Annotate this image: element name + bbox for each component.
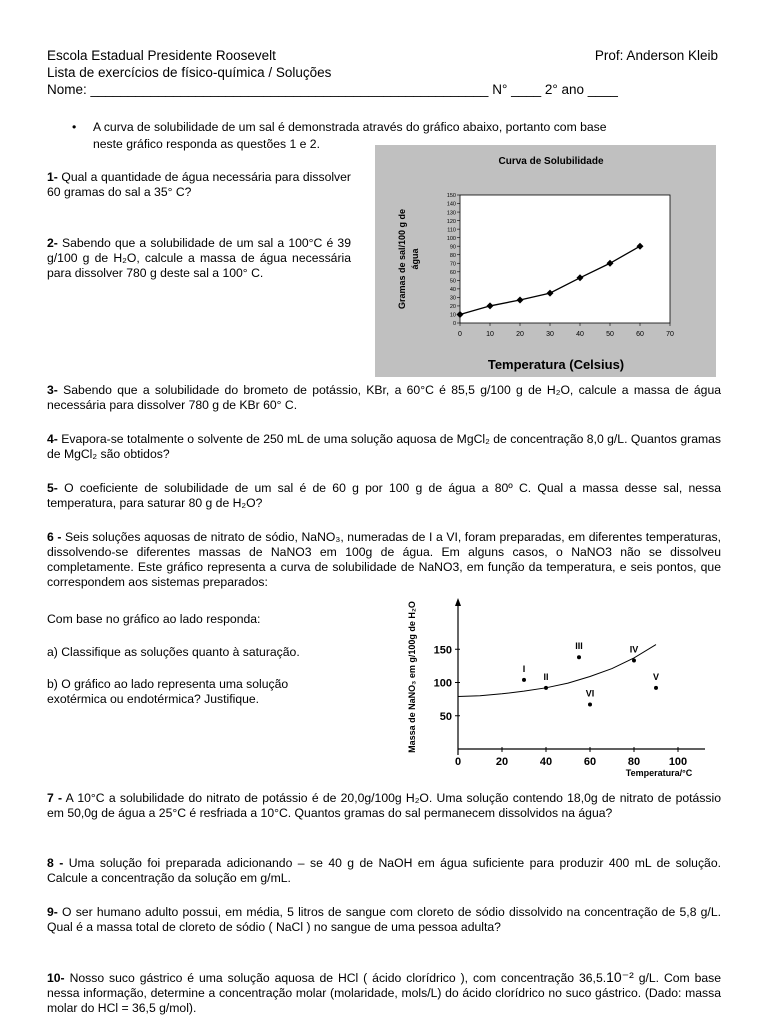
y-tick-label: 150 (446, 193, 456, 200)
intro-line-2: neste gráfico responda as questões 1 e 2. (93, 137, 320, 151)
exercise-list-title: Lista de exercícios de físico-química / Soluções (47, 65, 332, 80)
y-tick-label: 130 (446, 210, 456, 217)
x-tick-label: 20 (495, 756, 509, 768)
y-tick-label: 30 (449, 295, 456, 302)
question-6 (47, 530, 721, 590)
y-tick-label: 120 (446, 218, 456, 225)
question-7 (47, 791, 721, 821)
question-number: 2- (47, 236, 58, 250)
teacher-name: Prof: Anderson Kleib (594, 48, 718, 63)
x-tick-label: 10 (486, 331, 494, 338)
point-label: IV (629, 644, 639, 655)
question-number: 8 - (47, 856, 64, 870)
x-tick-label: 0 (454, 756, 462, 768)
x-tick-label: 80 (627, 756, 641, 768)
point-label: V (652, 671, 660, 682)
x-tick-label: 60 (583, 756, 597, 768)
question-text-cont: g/L. Com base nessa informação, determine a concentração molar (molaridade, mols/L) do ácido clorídrico no suco gástrico. (Dado: massa molar do HCl = 36,5 g/mol). (47, 971, 722, 1015)
x-tick-label: 40 (539, 756, 553, 768)
question-number: 6 - (47, 530, 62, 544)
question-10 (47, 970, 721, 1016)
question-number: 10- (47, 971, 65, 985)
question-text: Sabendo que a solubilidade do brometo de potássio, KBr, a 60°C é 85,5 g/100 g de H₂O, calcule a massa de água necessária para dissolver 780 g de KBr 60° C. (47, 383, 722, 412)
question-6-base: Com base no gráfico ao lado responda: (47, 612, 261, 626)
question-text: Qual a quantidade de água necessária para dissolver 60 gramas do sal a 35° C? (47, 170, 351, 199)
question-text: A 10°C a solubilidade do nitrato de potássio é de 20,0g/100g H₂O. Uma solução contendo 18,0g de nitrato de potássio em 50,0g de água a 25°C é resfriada a 10°C. Quantos gramas do sal permanecem dissolvidos na água? (47, 791, 722, 820)
plot-area (460, 195, 670, 323)
y-tick-label: 60 (449, 270, 456, 276)
question-6a: a) Classifique as soluções quanto à saturação. (47, 645, 300, 659)
x-axis-label: Temperatura/°C (625, 768, 693, 778)
y-axis-label-line1: Gramas de sal/100 g de (397, 208, 407, 310)
question-number: 4- (47, 432, 58, 446)
question-2 (47, 236, 351, 281)
point-i (522, 678, 526, 682)
x-tick-label: 50 (606, 331, 614, 338)
x-axis-label: Temperatura (Celsius) (487, 357, 625, 372)
solubility-chart-svg (375, 145, 716, 377)
question-text: Seis soluções aquosas de nitrato de sódio, NaNO₃, numeradas de I a VI, foram preparadas, em diferentes temperaturas, dissolvendo-se diferentes massas de NaNO3 em 100g de água. Em alguns casos, o NaNO3 não se dissolveu completamente. Este gráfico representa a curva de solubilidade de NaNO3, em função da temperatura, e seis pontos, que correspondem aos sistemas preparados: (47, 530, 721, 589)
exponent: 10⁻² (606, 969, 634, 985)
y-tick-label: 80 (449, 252, 456, 259)
y-tick-label: 100 (433, 677, 452, 690)
y-tick-label: 100 (446, 235, 456, 242)
question-9 (47, 905, 721, 935)
y-axis-arrow-icon (455, 598, 461, 606)
point-vi (588, 702, 592, 706)
question-text: O ser humano adulto possui, em média, 5 litros de sangue com cloreto de sódio dissolvido na concentração de 5,8 g/L. Qual é a massa total de cloreto de sódio ( NaCl ) no sangue de uma pessoa adulta? (47, 905, 721, 934)
nano3-solubility-chart (405, 595, 725, 785)
y-tick-label: 20 (449, 304, 456, 311)
question-number: 3- (47, 383, 58, 397)
point-label: II (543, 671, 549, 682)
x-tick-label: 70 (666, 331, 674, 338)
question-number: 5- (47, 481, 58, 495)
y-axis-label-line2: água (410, 248, 420, 270)
question-6b: b) O gráfico ao lado representa uma solução exotérmica ou endotérmica? Justifique. (47, 677, 289, 706)
bullet-icon: • (72, 120, 77, 134)
x-tick-label: 30 (546, 331, 554, 338)
intro-line-1: A curva de solubilidade de um sal é demonstrada através do gráfico abaixo, portanto com base (93, 120, 607, 134)
point-label: I (522, 663, 526, 674)
y-tick-label: 110 (447, 227, 456, 234)
point-v (654, 686, 658, 690)
x-tick-label: 20 (516, 331, 524, 338)
school-name: Escola Estadual Presidente Roosevelt (47, 48, 276, 63)
question-number: 1- (47, 170, 58, 184)
question-4 (47, 432, 721, 462)
y-tick-label: 140 (446, 201, 456, 208)
y-tick-label: 10 (449, 312, 456, 319)
point-label: III (575, 641, 583, 652)
question-text: Evapora-se totalmente o solvente de 250 mL de uma solução aquosa de MgCl₂ de concentração 8,0 g/L. Quantos gramas de MgCl₂ são obtidos? (47, 432, 721, 461)
name-line: Nome: _____________________________________________________ N° ____ 2° ano ____ (47, 82, 618, 97)
question-text: Sabendo que a solubilidade de um sal a 100°C é 39 g/100 g de H₂O, calcule a massa de água necessária para dissolver 780 g deste sal a 100° C. (47, 236, 351, 280)
chart-title: Curva de Solubilidade (498, 156, 604, 167)
point-label: VI (585, 688, 595, 699)
question-text: O coeficiente de solubilidade de um sal é de 60 g por 100 g de água a 80º C. Qual a massa desse sal, nessa temperatura, para saturar 80 g de H₂O? (47, 481, 721, 510)
solubility-curve (458, 645, 656, 697)
question-text: Nosso suco gástrico é uma solução aquosa de HCl ( ácido clorídrico ), com concentração 36,5. (69, 971, 607, 985)
point-ii (544, 686, 548, 690)
question-number: 9- (47, 905, 58, 919)
y-tick-label: 90 (449, 244, 456, 251)
x-tick-label: 0 (458, 331, 462, 338)
question-text: Uma solução foi preparada adicionando – se 40 g de NaOH em água suficiente para produzir 400 mL de solução. Calcule a concentração da solução em g/mL. (47, 856, 721, 885)
point-iv (632, 659, 636, 663)
point-iii (577, 655, 581, 659)
y-tick-label: 50 (449, 278, 456, 285)
x-tick-label: 100 (668, 756, 688, 768)
x-tick-label: 60 (636, 331, 644, 338)
question-number: 7 - (47, 791, 63, 805)
question-8 (47, 856, 721, 886)
solubility-chart (375, 145, 716, 377)
question-1 (47, 170, 351, 200)
y-tick-label: 70 (449, 261, 456, 268)
question-3 (47, 383, 721, 413)
y-tick-label: 40 (449, 287, 456, 294)
y-tick-label: 150 (433, 644, 452, 657)
nano3-chart-svg (405, 595, 725, 785)
y-axis-label: Massa de NaNO₃ em g/100g de H₂O (407, 601, 417, 753)
y-tick-label: 0 (452, 321, 456, 328)
x-tick-label: 40 (576, 331, 584, 338)
question-5 (47, 481, 721, 511)
y-tick-label: 50 (439, 710, 452, 723)
